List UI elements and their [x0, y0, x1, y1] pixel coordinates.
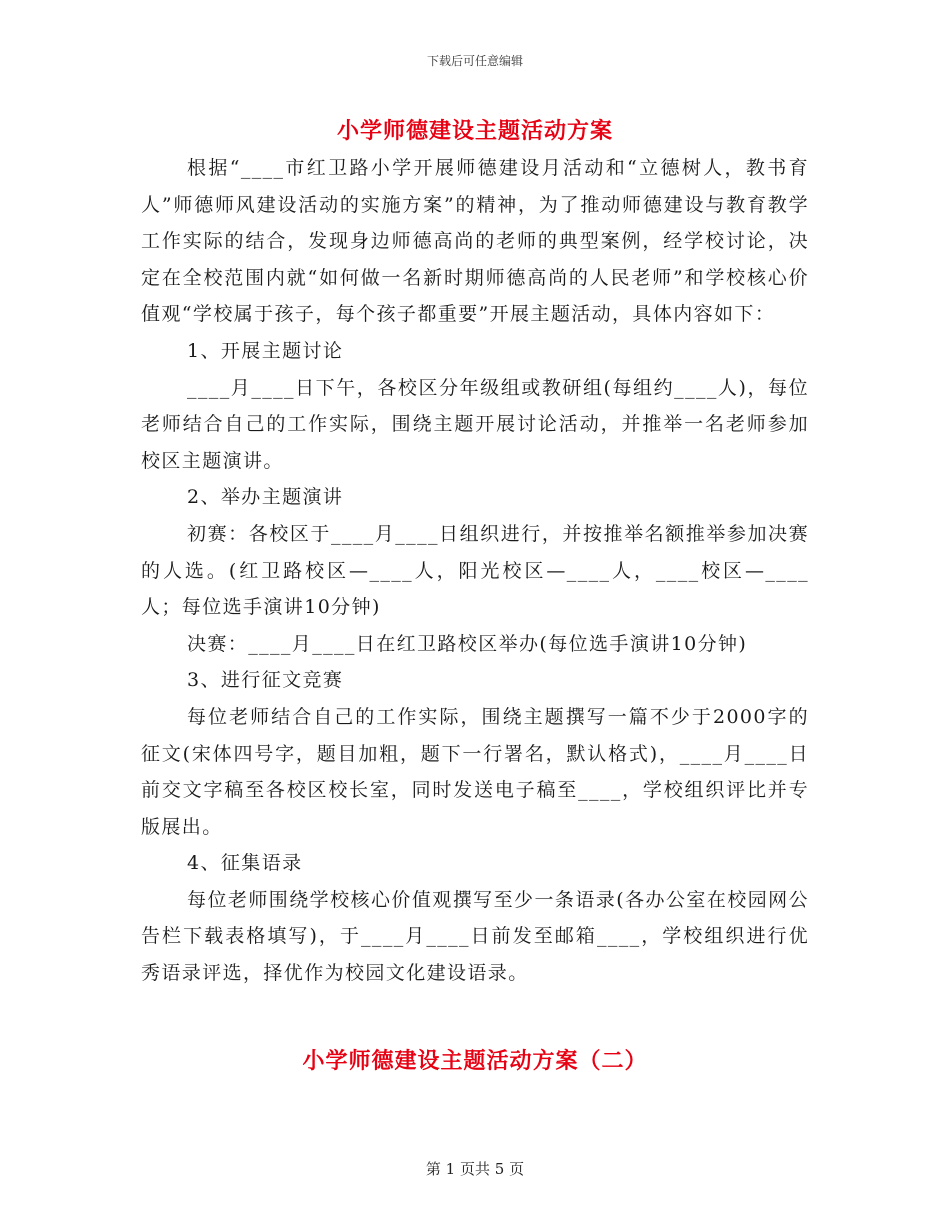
quotes-paragraph: 每位老师围绕学校核心价值观撰写至少一条语录(各办公室在校园网公告栏下载表格填写)，于____月____日前发至邮箱____，学校组织进行优秀语录评选，择优作为校园文化建设语录。	[141, 888, 809, 985]
header-note: 下载后可任意编辑	[426, 54, 523, 68]
document-body	[141, 150, 809, 992]
final-paragraph: 决赛：____月____日在红卫路校区举办(每位选手演讲10分钟)	[187, 632, 748, 655]
discussion-paragraph: ____月____日下午，各校区分年级组或教研组(每组约____人)，每位老师结合自己的工作实际，围绕主题开展讨论活动，并推举一名老师参加校区主题演讲。	[141, 376, 809, 472]
section-heading-essay: 3、进行征文竞赛	[187, 669, 344, 692]
section-heading-speech: 2、举办主题演讲	[187, 486, 344, 509]
document-title-2: 小学师德建设主题活动方案（二）	[302, 1048, 648, 1074]
section-heading-discussion: 1、开展主题讨论	[187, 339, 344, 362]
essay-paragraph: 每位老师结合自己的工作实际，围绕主题撰写一篇不少于2000字的征文(宋体四号字，题目加粗，题下一行署名，默认格式)，____月____日前交文字稿至各校区校长室，同时发送电子稿至____，学校组织评比并专版展出。	[141, 705, 809, 838]
section-heading-quotes: 4、征集语录	[187, 852, 303, 875]
intro-paragraph: 根据“____市红卫路小学开展师德建设月活动和“立德树人，教书育人”师德师风建设活动的实施方案”的精神，为了推动师德建设与教育教学工作实际的结合，发现身边师德高尚的老师的典型案例，经学校讨论，决定在全校范围内就“如何做一名新时期师德高尚的人民老师”和学校核心价值观“学校属于孩子，每个孩子都重要”开展主题活动，具体内容如下：	[141, 157, 809, 326]
document-title: 小学师德建设主题活动方案	[336, 118, 613, 144]
preliminary-paragraph: 初赛：各校区于____月____日组织进行，并按推举名额推举参加决赛的人选。(红卫路校区—____人，阳光校区—____人，____校区—____人；每位选手演讲10分钟)	[141, 522, 809, 619]
page-footer: 第 1 页共 5 页	[425, 1160, 525, 1178]
